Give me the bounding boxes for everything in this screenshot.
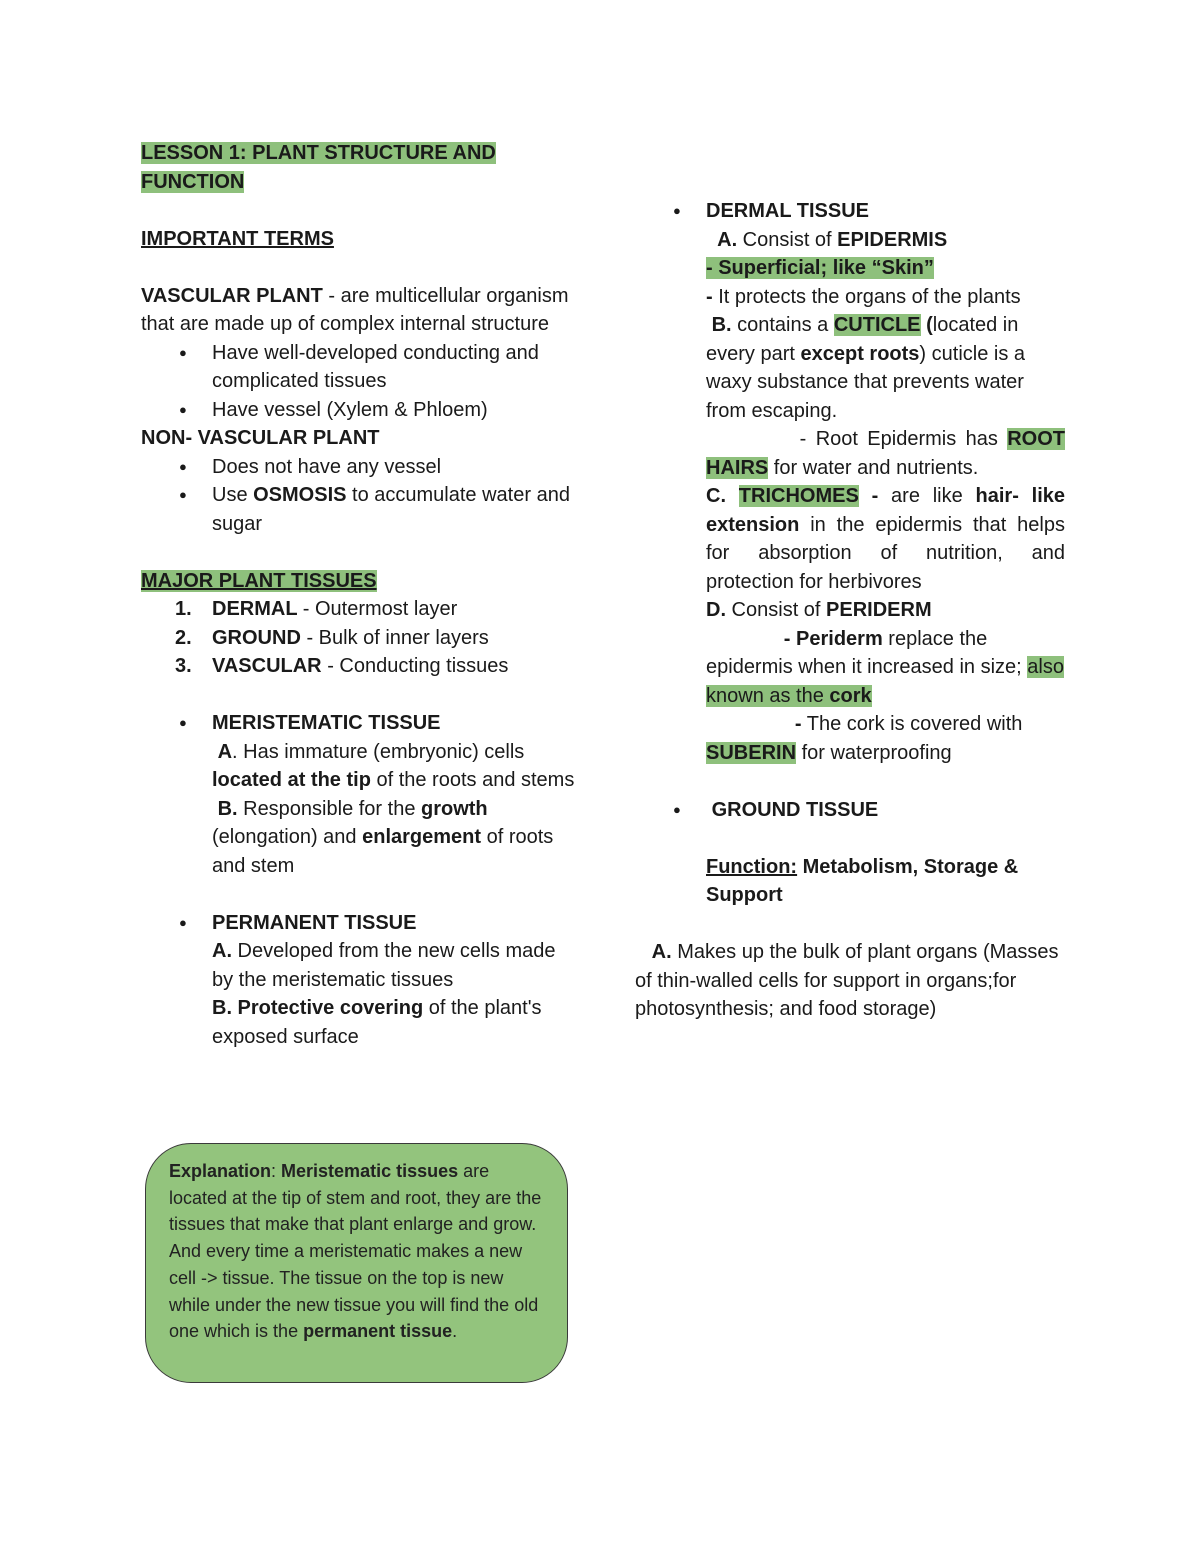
meristematic-point-b: B. Responsible for the growth (elongation) and enlargement of roots and stem [212,797,554,877]
lesson-title-line2: FUNCTION [141,170,245,193]
major-tissue-item: 1. DERMAL - Outermost layer [175,598,458,620]
dermal-protects: - It protects the organs of the plants [706,285,1021,308]
vascular-bullet: ● Have well-developed conducting and complicated tissues [141,339,581,396]
ground-tissue-heading: ● GROUND TISSUE [635,796,1065,825]
nonvascular-bullet: ● Does not have any vessel [141,453,581,482]
major-tissues-heading: MAJOR PLANT TISSUES [141,569,377,592]
lesson-title-line1: LESSON 1: PLANT STRUCTURE AND [141,142,496,164]
root-hairs-term: ROOT HAIRS [706,428,1065,479]
vascular-plant-def: - are multicellular organism that are made up of complex internal structure [141,284,569,335]
left-column [141,139,581,1051]
dermal-tissue-heading: ● DERMAL TISSUE [635,197,1065,226]
vascular-plant-definition [141,282,581,339]
meristematic-heading: ● MERISTEMATIC TISSUE [141,709,581,738]
trichomes-term: TRICHOMES [738,485,859,507]
explanation-callout: Explanation: Meristematic tissues are located at the tip of stem and root, they are the tissues that make that plant enlarge and grow. And every time a meristematic makes a new cell -> tissue. The tissue on the top is new while under the new tissue you will find the old one which is the permanent tissue. [145,1143,568,1383]
dermal-point-d: D. Consist of PERIDERM [706,599,932,621]
lesson-title [141,139,581,196]
root-epidermis: - Root Epidermis has ROOT HAIRS for water and nutrients. [706,428,1065,479]
major-tissue-item: 2. GROUND - Bulk of inner layers [175,626,489,649]
right-column [635,197,1065,1024]
dermal-point-b: B. contains a CUTICLE (located in every part except roots) cuticle is a waxy substance that prevents water from escaping. [706,314,1026,422]
cuticle-term: CUTICLE [833,314,921,336]
permanent-heading: ● PERMANENT TISSUE [141,909,581,938]
explanation-label: Explanation [169,1161,272,1181]
important-terms-heading: IMPORTANT TERMS [141,227,334,250]
major-tissue-item: 3. VASCULAR - Conducting tissues [175,655,509,677]
dermal-point-c: C. TRICHOMES - are like hair- like extension in the epidermis that helps for absorption of nutrition, and protection for herbivores [706,485,1065,593]
suberin-term: SUBERIN [706,741,797,764]
ground-function: Function: Metabolism, Storage & Support [706,855,1019,906]
dermal-point-a: A. Consist of EPIDERMIS [717,228,948,251]
nonvascular-bullet: ● Use OSMOSIS to accumulate water and sugar [141,481,581,538]
meristematic-point-a: A. Has immature (embryonic) cells located at the tip of the roots and stems [212,740,575,791]
ground-point-a: A. Makes up the bulk of plant organs (Masses of thin-walled cells for support in organs;for photosynthesis; and food storage) [635,941,1059,1020]
permanent-point-b: B. Protective covering of the plant's exposed surface [212,997,542,1048]
dermal-superficial: - Superficial; like “Skin” [706,257,934,279]
permanent-point-a: A. Developed from the new cells made by the meristematic tissues [212,940,556,991]
osmosis-term: OSMOSIS [253,484,347,506]
cork-cover-note: - The cork is covered with SUBERIN for waterproofing [706,713,1023,764]
periderm-note: - Periderm replace the epidermis when it increased in size; also known as the cork [706,627,1064,707]
vascular-plant-term: VASCULAR PLANT [141,284,323,307]
vascular-bullet: ● Have vessel (Xylem & Phloem) [141,396,581,425]
nonvascular-plant-term: NON- VASCULAR PLANT [141,427,380,449]
